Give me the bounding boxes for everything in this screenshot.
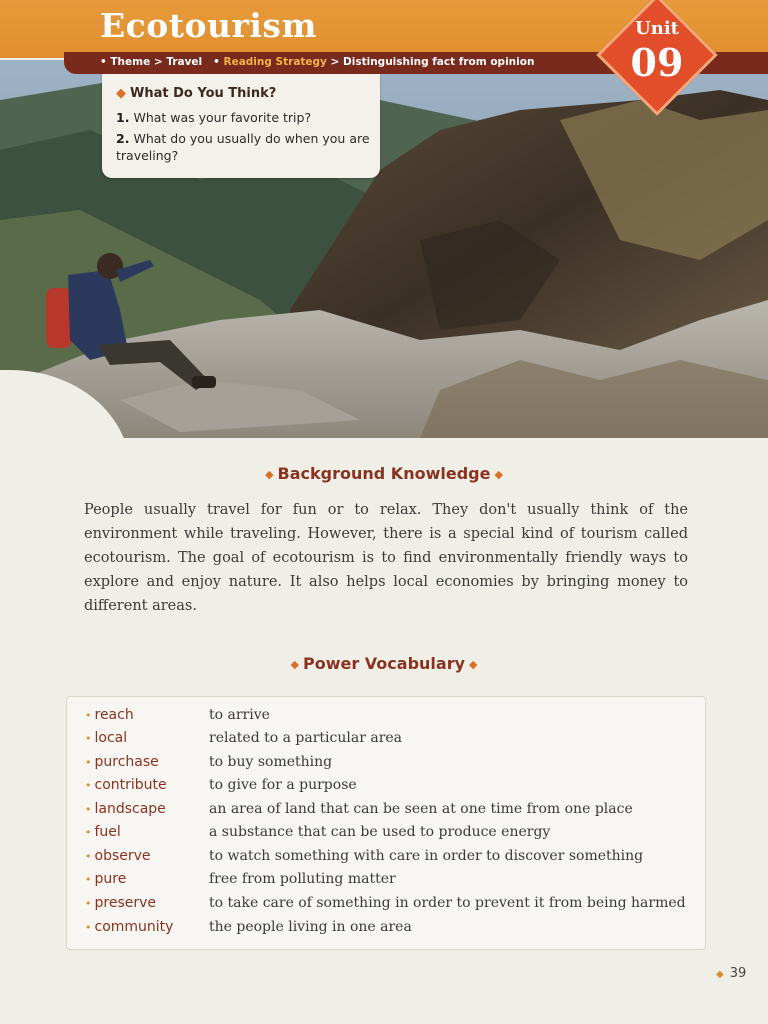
unit-label: Unit bbox=[635, 18, 679, 39]
vocab-row: • observe to watch something with care in order to discover something bbox=[85, 848, 644, 864]
questions-heading: What Do You Think? bbox=[130, 86, 277, 101]
diamond-bullet-icon: ◆ bbox=[116, 86, 126, 101]
vocab-row: • landscape an area of land that can be seen at one time from one place bbox=[85, 801, 633, 817]
vocab-row: • local related to a particular area bbox=[85, 730, 403, 746]
vocabulary-box bbox=[66, 696, 706, 950]
vocab-row: • fuel a substance that can be used to produce energy bbox=[85, 824, 551, 840]
vocab-row: • reach to arrive bbox=[85, 707, 270, 723]
diamond-bullet-icon: ◆ bbox=[494, 468, 503, 481]
diamond-bullet-icon: ◆ bbox=[265, 468, 274, 481]
vocab-row: • pure free from polluting matter bbox=[85, 871, 396, 887]
diamond-bullet-icon: ◆ bbox=[716, 969, 724, 980]
diamond-bullet-icon: ◆ bbox=[290, 658, 299, 671]
question-item: 1. What was your favorite trip? bbox=[116, 110, 312, 125]
vocab-row: • purchase to buy something bbox=[85, 754, 333, 770]
question-item: 2. What do you usually do when you are traveling? bbox=[116, 131, 370, 163]
what-do-you-think-box bbox=[102, 74, 380, 178]
diamond-bullet-icon: ◆ bbox=[469, 658, 478, 671]
unit-badge bbox=[600, 0, 714, 112]
unit-title: Ecotourism bbox=[100, 6, 317, 45]
unit-number: 09 bbox=[630, 40, 684, 85]
vocab-row: • contribute to give for a purpose bbox=[85, 777, 357, 793]
page-number: ◆ 39 bbox=[716, 966, 747, 981]
background-paragraph: People usually travel for fun or to relax. They don't usually think of the environment while traveling. However, there is a special kind of tourism called ecotourism. The goal of ecotourism is to find environmentally friendly ways to explore and enjoy nature. It also helps local economies by bringing money to different areas. bbox=[84, 502, 688, 614]
background-heading: ◆ Background Knowledge ◆ bbox=[265, 464, 503, 483]
vocab-row: • preserve to take care of something in order to prevent it from being harmed bbox=[85, 895, 686, 911]
strategy-value: Distinguishing fact from opinion bbox=[343, 56, 535, 68]
strategy-label: Reading Strategy bbox=[223, 56, 327, 68]
vocabulary-heading: ◆ Power Vocabulary ◆ bbox=[290, 654, 478, 673]
theme-bar: • Theme > Travel • Reading Strategy > Distinguishing fact from opinion bbox=[64, 52, 768, 74]
theme-label: Theme bbox=[110, 56, 151, 68]
theme-value: Travel bbox=[166, 56, 203, 68]
vocab-row: • community the people living in one area bbox=[85, 919, 412, 935]
